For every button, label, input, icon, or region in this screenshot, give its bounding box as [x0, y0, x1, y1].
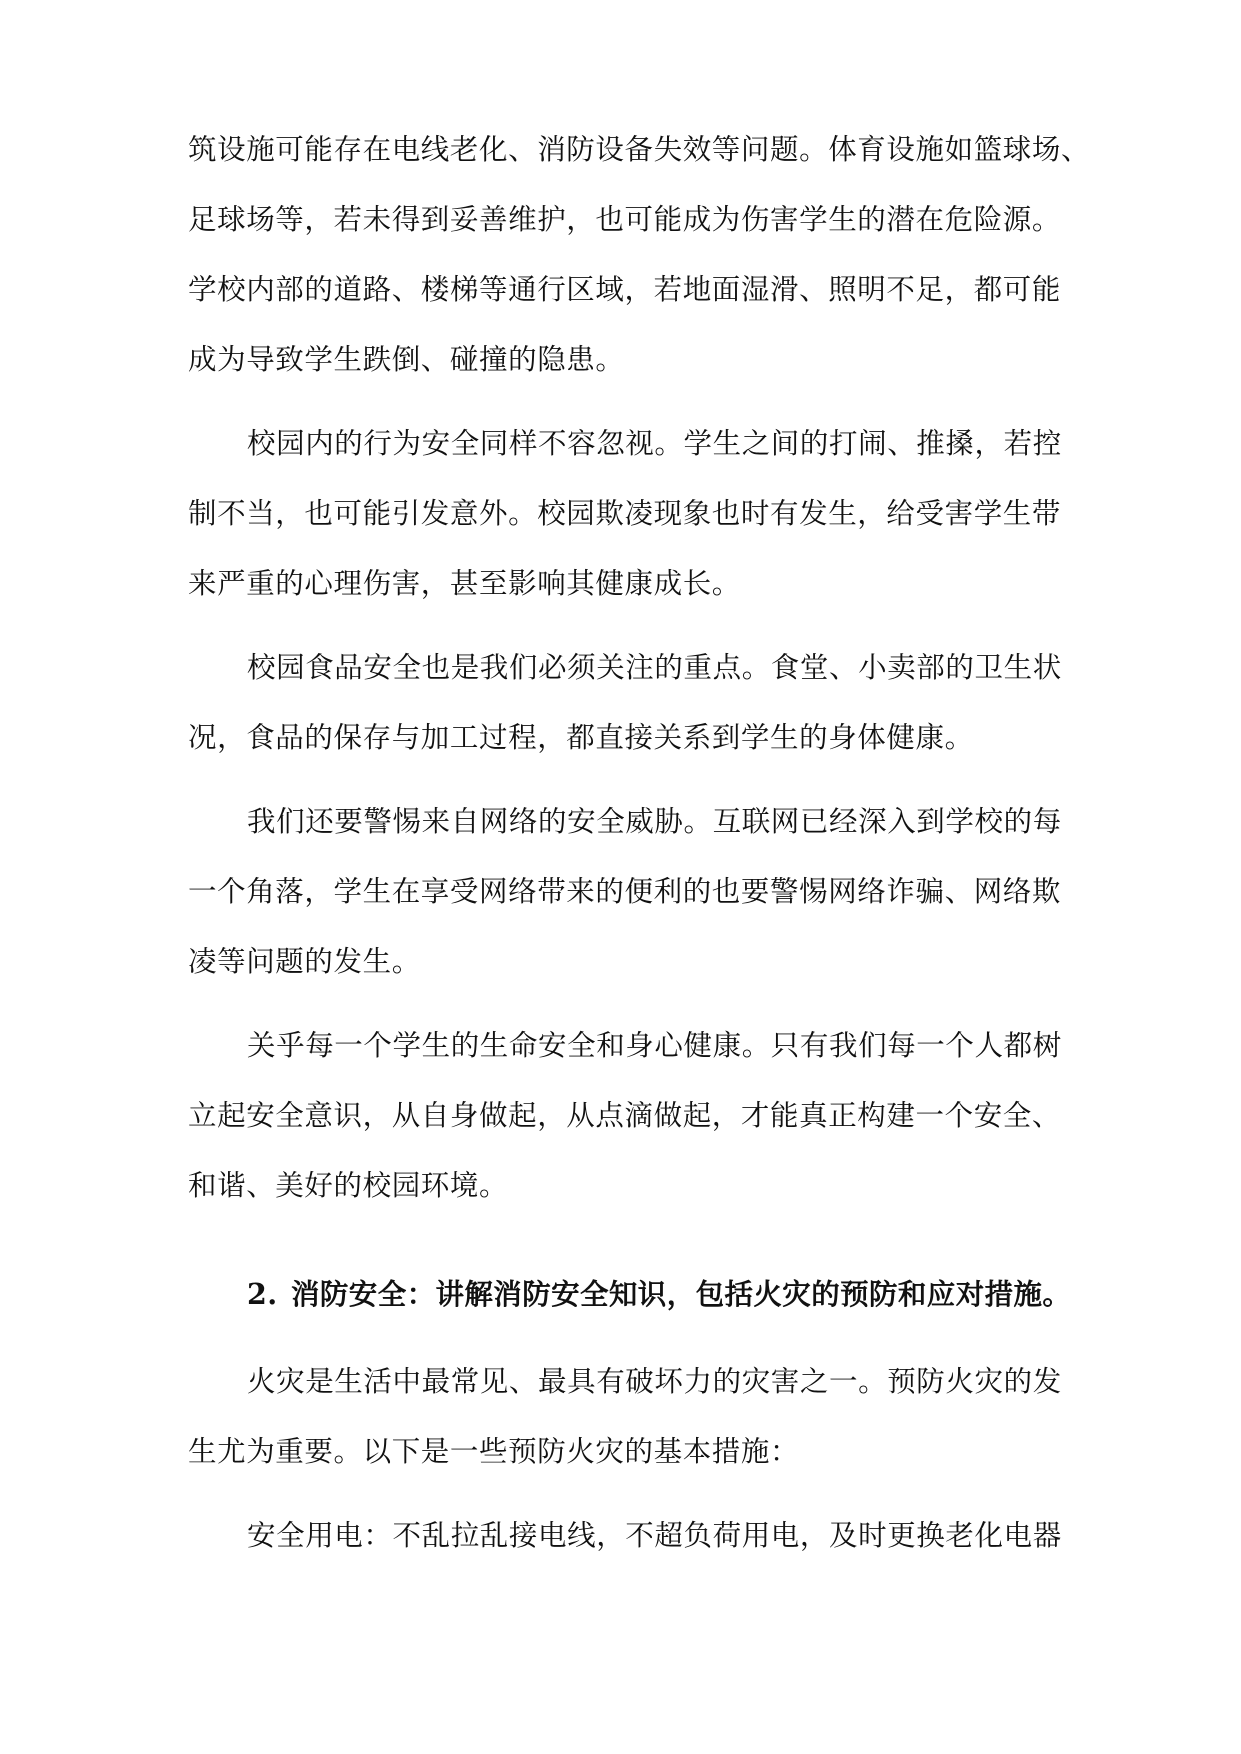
paragraph-line: 生尤为重要。以下是一些预防火灾的基本措施：: [188, 1435, 800, 1468]
paragraph-line: 况，食品的保存与加工过程，都直接关系到学生的身体健康。: [188, 721, 974, 754]
paragraph-line: 来严重的心理伤害，甚至影响其健康成长。: [188, 567, 741, 600]
paragraph-line: 足球场等，若未得到妥善维护，也可能成为伤害学生的潜在危险源。: [188, 203, 1062, 236]
paragraph-line: 和谐、美好的校园环境。: [188, 1169, 509, 1202]
paragraph-line: 关乎每一个学生的生命安全和身心健康。只有我们每一个人都树: [247, 1029, 1062, 1062]
section-number: 2.: [247, 1277, 278, 1311]
paragraph-line: 成为导致学生跌倒、碰撞的隐患。: [188, 343, 625, 376]
paragraph-line: 校园食品安全也是我们必须关注的重点。食堂、小卖部的卫生状: [247, 651, 1062, 684]
paragraph-line: 立起安全意识，从自身做起，从点滴做起，才能真正构建一个安全、: [188, 1099, 1062, 1132]
section-title: 消防安全：讲解消防安全知识，包括火灾的预防和应对措施。: [291, 1277, 1072, 1311]
paragraph-line: 制不当，也可能引发意外。校园欺凌现象也时有发生，给受害学生带: [188, 497, 1062, 530]
paragraph-line: 筑设施可能存在电线老化、消防设备失效等问题。体育设施如篮球场、: [188, 133, 1091, 166]
paragraph-line: 一个角落，学生在享受网络带来的便利的也要警惕网络诈骗、网络欺: [188, 875, 1062, 908]
section-heading: [247, 1274, 1072, 1314]
paragraph-line: 凌等问题的发生。: [188, 945, 421, 978]
paragraph-line: 校园内的行为安全同样不容忽视。学生之间的打闹、推搡，若控: [247, 427, 1062, 460]
paragraph-line: 我们还要警惕来自网络的安全威胁。互联网已经深入到学校的每: [247, 805, 1062, 838]
paragraph-line: 火灾是生活中最常见、最具有破坏力的灾害之一。预防火灾的发: [247, 1365, 1062, 1398]
paragraph-line: 安全用电：不乱拉乱接电线，不超负荷用电，及时更换老化电器: [247, 1519, 1062, 1552]
paragraph-line: 学校内部的道路、楼梯等通行区域，若地面湿滑、照明不足，都可能: [188, 273, 1062, 306]
